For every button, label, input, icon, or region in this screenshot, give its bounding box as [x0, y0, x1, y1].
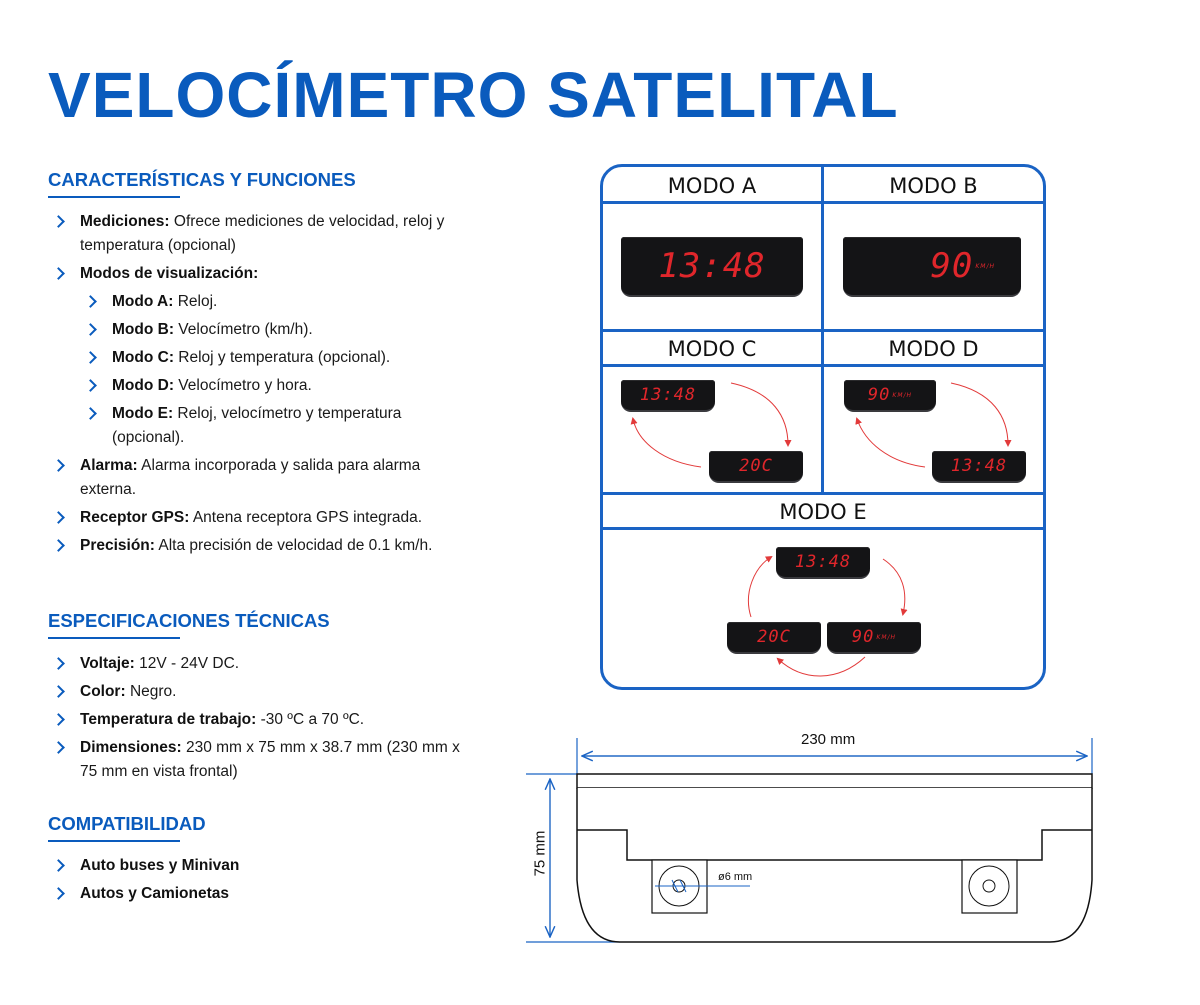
item-text: Negro.	[125, 683, 177, 700]
item-label: Modos de visualización:	[80, 265, 259, 282]
chevron-right-icon	[52, 887, 65, 900]
mode-a-label: MODO A	[667, 174, 757, 198]
item-text: 230 mm x 75 mm x 38.7 mm (230 mm x 75 mm en vista frontal)	[80, 739, 460, 780]
item-label: Precisión:	[80, 537, 155, 554]
arrow-e-left	[748, 557, 771, 617]
compat-heading-rule	[48, 840, 180, 842]
arrow-d-up	[857, 419, 925, 467]
compat-item	[48, 882, 478, 906]
chevron-right-icon	[52, 859, 65, 872]
mode-c-digits-2: 20C	[739, 456, 773, 476]
mode-d-digits-2: 13:48	[950, 456, 1008, 476]
mode-c-digits-1: 13:48	[639, 385, 697, 405]
arrow-c-up	[633, 419, 701, 467]
mode-a-digits: 13:48	[658, 246, 766, 286]
features-item	[48, 506, 478, 530]
chevron-right-icon	[84, 351, 97, 364]
chevron-right-icon	[52, 459, 65, 472]
chevron-right-icon	[52, 215, 65, 228]
mode-e-unit: KM/H	[876, 633, 897, 641]
modes-panel	[600, 164, 1046, 690]
specs-heading-rule	[48, 637, 180, 639]
mode-b-label: MODO B	[889, 174, 978, 198]
item-label: Modo D:	[112, 377, 174, 394]
item-label: Autos y Camionetas	[80, 885, 230, 902]
item-label: Temperatura de trabajo:	[80, 711, 257, 728]
item-label: Alarma:	[80, 457, 138, 474]
features-item	[80, 374, 478, 398]
item-label: Receptor GPS:	[80, 509, 190, 526]
item-text: Antena receptora GPS integrada.	[189, 509, 423, 526]
width-label: 230 mm	[801, 731, 856, 748]
page-title: VELOCÍMETRO SATELITAL	[48, 59, 899, 131]
features-item	[80, 346, 478, 370]
arrow-e-right	[883, 559, 905, 614]
item-text: Velocímetro y hora.	[173, 377, 312, 394]
mode-d-digits-1: 90	[867, 385, 891, 405]
features-item	[80, 290, 478, 314]
chevron-right-icon	[52, 713, 65, 726]
item-label: Modo C:	[112, 349, 174, 366]
chevron-right-icon	[52, 685, 65, 698]
chevron-right-icon	[84, 379, 97, 392]
chevron-right-icon	[84, 295, 97, 308]
item-label: Mediciones:	[80, 213, 170, 230]
compat-list	[48, 854, 478, 910]
features-heading-rule	[48, 196, 180, 198]
specs-item	[48, 652, 478, 676]
item-label: Color:	[80, 683, 126, 700]
arrow-d-down	[951, 383, 1008, 445]
item-text: 12V - 24V DC.	[134, 655, 240, 672]
item-text: Reloj.	[173, 293, 218, 310]
features-item	[80, 402, 478, 450]
features-item	[48, 454, 478, 502]
features-heading: CARACTERÍSTICAS Y FUNCIONES	[48, 169, 356, 190]
mode-c-label: MODO C	[667, 337, 757, 361]
compat-heading: COMPATIBILIDAD	[48, 813, 206, 834]
mode-b-digits: 90	[930, 246, 974, 286]
item-label: Modo A:	[112, 293, 174, 310]
chevron-right-icon	[52, 539, 65, 552]
chevron-right-icon	[52, 741, 65, 754]
features-item	[48, 262, 478, 286]
height-label: 75 mm	[531, 830, 549, 877]
mode-cycle-arrows	[603, 167, 1043, 687]
device-top-strip	[577, 774, 1092, 788]
item-label: Dimensiones:	[80, 739, 182, 756]
specs-list	[48, 652, 478, 788]
mode-e-label: MODO E	[779, 500, 867, 524]
item-text: -30 ºC a 70 ºC.	[256, 711, 365, 728]
item-label: Modo B:	[112, 321, 174, 338]
chevron-right-icon	[84, 407, 97, 420]
mode-e-digits-3: 90	[851, 627, 875, 647]
item-label: Voltaje:	[80, 655, 135, 672]
mode-e-digits-1: 13:48	[794, 552, 852, 572]
item-text: Reloj y temperatura (opcional).	[173, 349, 391, 366]
item-label: Modo E:	[112, 405, 174, 422]
features-item	[48, 210, 478, 258]
mode-e-digits-2: 20C	[757, 627, 791, 647]
features-item	[80, 318, 478, 342]
features-list	[48, 210, 478, 562]
item-text: Alarma incorporada y salida para alarma externa.	[80, 457, 421, 498]
compat-item	[48, 854, 478, 878]
item-text: Velocímetro (km/h).	[173, 321, 313, 338]
chevron-right-icon	[52, 267, 65, 280]
chevron-right-icon	[84, 323, 97, 336]
item-text: Ofrece mediciones de velocidad, reloj y temperatura (opcional)	[80, 213, 445, 254]
mode-b-unit: KM/H	[975, 262, 995, 270]
item-label: Auto buses y Minivan	[80, 857, 240, 874]
specs-item	[48, 680, 478, 704]
specs-item	[48, 708, 478, 732]
arrow-c-down	[731, 383, 788, 445]
specs-item	[48, 736, 478, 784]
specs-heading: ESPECIFICACIONES TÉCNICAS	[48, 610, 330, 631]
chevron-right-icon	[52, 657, 65, 670]
hole-label: ø6 mm	[718, 871, 753, 883]
mode-d-unit: KM/H	[892, 391, 913, 399]
arrow-e-bottom	[778, 657, 865, 676]
dimension-drawing	[520, 730, 1120, 960]
mode-d-label: MODO D	[888, 337, 979, 361]
features-item	[48, 534, 478, 558]
chevron-right-icon	[52, 511, 65, 524]
item-text: Reloj, velocímetro y temperatura (opcional).	[112, 405, 402, 446]
item-text: Alta precisión de velocidad de 0.1 km/h.	[154, 537, 433, 554]
